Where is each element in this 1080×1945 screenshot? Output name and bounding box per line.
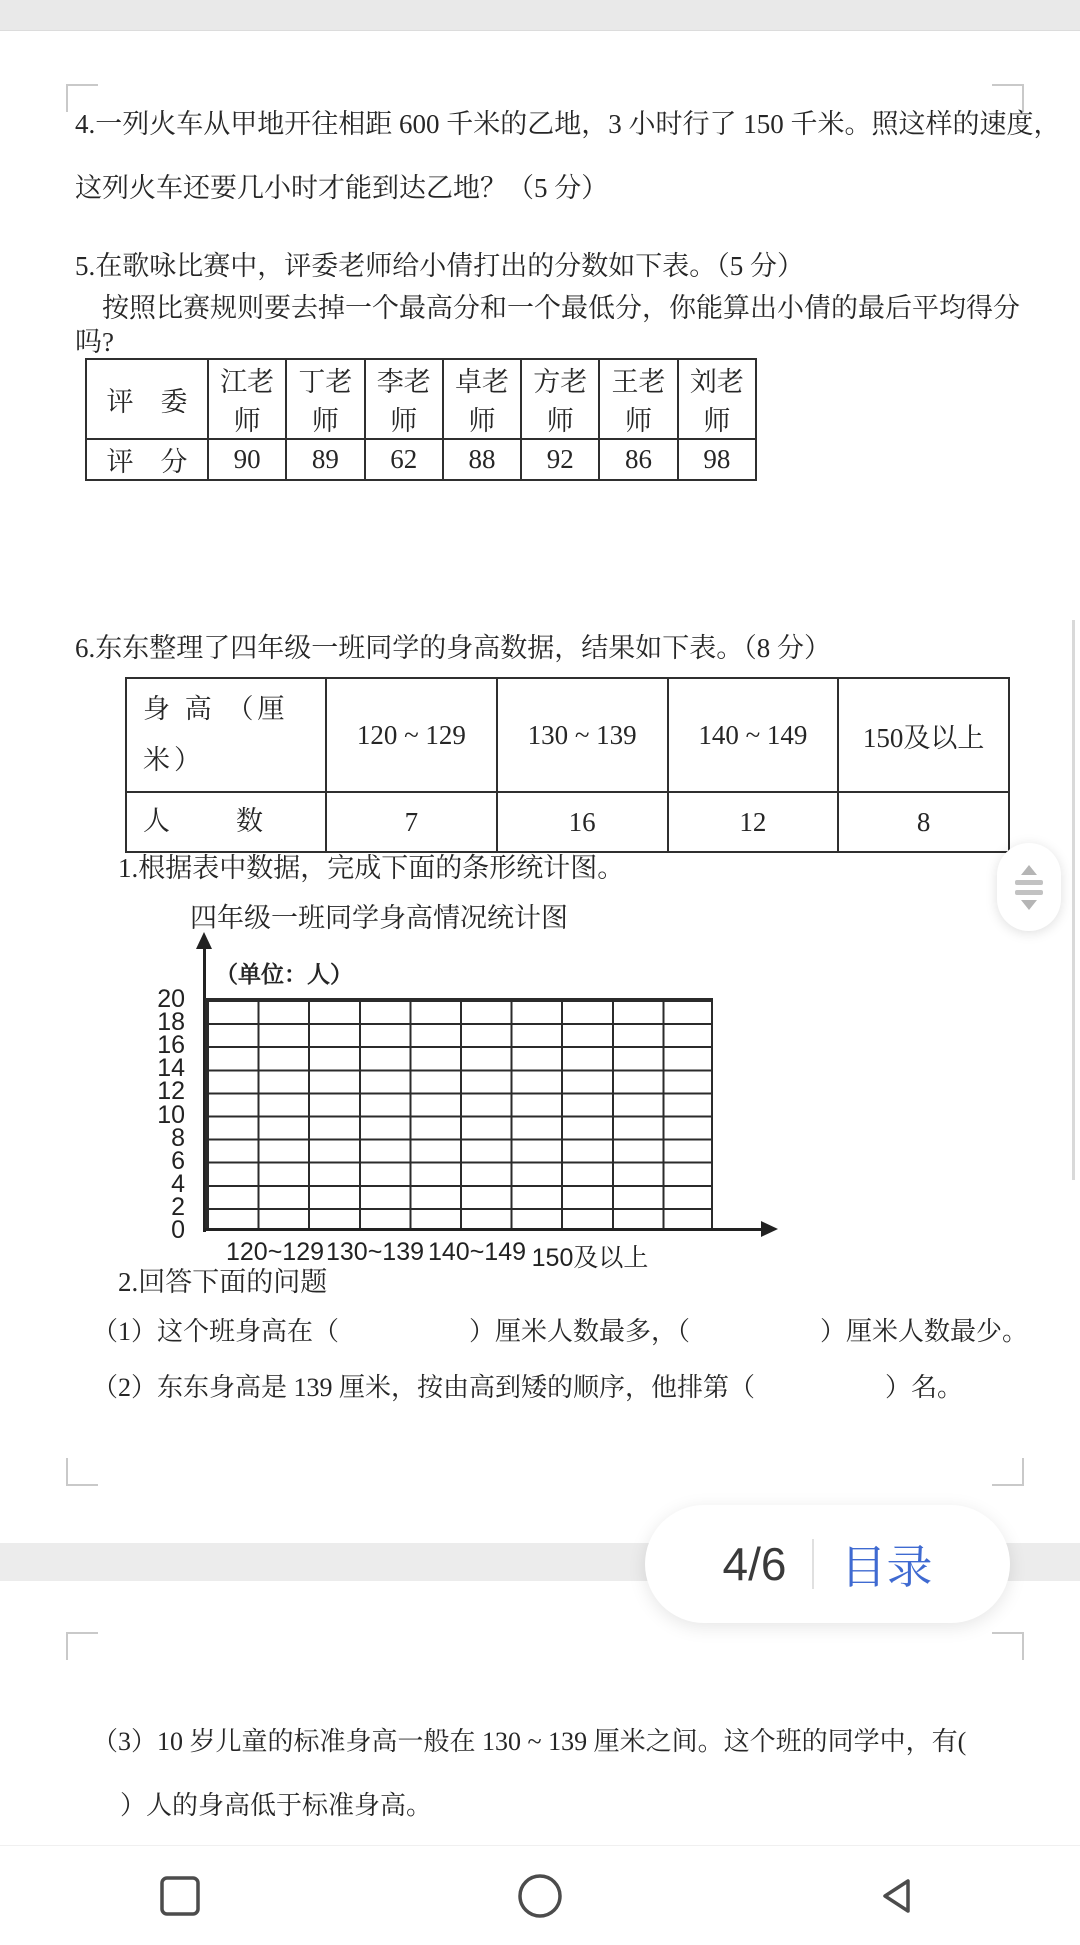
page-corner-mark	[66, 1632, 98, 1660]
table-cell: 人 数	[126, 792, 326, 852]
table-cell: 120 ~ 129	[326, 678, 497, 792]
table-cell: 88	[443, 439, 521, 480]
x-tick-label: 130~139	[325, 1238, 425, 1266]
page-corner-mark	[992, 1458, 1024, 1486]
table-cell: 12	[668, 792, 839, 852]
table-cell: 江老师	[208, 359, 286, 439]
table-cell: 150及以上	[838, 678, 1009, 792]
table-row	[86, 439, 756, 480]
table-cell: 86	[599, 439, 677, 480]
scroll-handle[interactable]	[997, 843, 1061, 931]
table-cell: 140 ~ 149	[668, 678, 839, 792]
chart-unit-label: （单位：人）	[215, 962, 353, 987]
table-cell: 16	[497, 792, 668, 852]
question-5-line-3: 吗?	[75, 327, 114, 357]
y-tick-label: 2	[171, 1192, 185, 1221]
table-cell: 89	[286, 439, 364, 480]
table-cell: 丁老师	[286, 359, 364, 439]
table-cell: 李老师	[365, 359, 443, 439]
x-tick-label: 120~129	[225, 1238, 325, 1266]
table-cell: 98	[678, 439, 756, 480]
table-cell: 7	[326, 792, 497, 852]
scroll-up-icon	[1021, 865, 1037, 875]
scroll-grip-bar	[1015, 890, 1043, 895]
height-data-table	[125, 677, 1010, 853]
scrollbar[interactable]	[1072, 620, 1075, 1180]
chart-grid	[205, 998, 713, 1230]
y-tick-label: 10	[157, 1100, 185, 1129]
y-tick-label: 14	[157, 1054, 185, 1083]
y-axis-arrow-icon	[196, 932, 212, 949]
judge-score-table	[85, 358, 757, 481]
y-tick-label: 0	[171, 1216, 185, 1244]
circle-icon	[516, 1872, 564, 1920]
table-cell: 刘老师	[678, 359, 756, 439]
bar-chart	[157, 962, 713, 1272]
question-5-line-1: 5.在歌咏比赛中，评委老师给小倩打出的分数如下表。（5 分）	[75, 251, 804, 281]
pill-divider	[812, 1539, 814, 1589]
x-tick-label: 140~149	[427, 1238, 527, 1266]
x-axis-line	[203, 1228, 763, 1231]
y-tick-label: 4	[171, 1169, 185, 1198]
table-cell: 62	[365, 439, 443, 480]
table-row	[86, 359, 756, 439]
answer-item-3-line-2: ）人的身高低于标准身高。	[120, 1791, 433, 1820]
chart-title: 四年级一班同学身高情况统计图	[190, 903, 568, 933]
answer-item-1: （1）这个班身高在（ ）厘米人数最多，（ ）厘米人数最少。	[92, 1317, 1029, 1346]
back-button[interactable]	[720, 1873, 1080, 1919]
table-cell: 评 分	[86, 439, 208, 480]
table-cell: 92	[521, 439, 599, 480]
question-4-line-2: 这列火车还要几小时才能到达乙地？（5 分）	[75, 173, 609, 203]
question-6-line-1: 6.东东整理了四年级一班同学的身高数据，结果如下表。（8 分）	[75, 633, 831, 663]
page-number: 4/6	[722, 1538, 787, 1590]
table-cell: 90	[208, 439, 286, 480]
subtask-1: 1.根据表中数据，完成下面的条形统计图。	[118, 853, 625, 883]
page-corner-mark	[66, 1458, 98, 1486]
status-bar-strip	[0, 0, 1080, 31]
y-tick-label: 18	[157, 1008, 185, 1037]
scroll-down-icon	[1021, 900, 1037, 910]
table-cell: 评 委	[86, 359, 208, 439]
table-cell: 身 高 （厘 米）	[126, 678, 326, 792]
y-tick-label: 16	[157, 1031, 185, 1060]
scroll-grip-bar	[1015, 880, 1043, 885]
page-corner-mark	[992, 1632, 1024, 1660]
table-cell: 130 ~ 139	[497, 678, 668, 792]
y-tick-label: 12	[157, 1077, 185, 1106]
y-tick-label: 6	[171, 1146, 185, 1175]
question-4-line-1: 4.一列火车从甲地开往相距 600 千米的乙地，3 小时行了 150 千米。照这样的速度，	[75, 109, 1061, 139]
y-tick-label: 8	[171, 1123, 185, 1152]
recents-button[interactable]	[0, 1873, 360, 1919]
table-row	[126, 792, 1009, 852]
table-row	[126, 678, 1009, 792]
answer-item-3-line-1: （3）10 岁儿童的标准身高一般在 130 ~ 139 厘米之间。这个班的同学中，有(	[92, 1727, 967, 1756]
subtask-2: 2.回答下面的问题	[118, 1267, 328, 1297]
table-cell: 卓老师	[443, 359, 521, 439]
y-tick-label: 20	[157, 985, 185, 1013]
table-cell: 8	[838, 792, 1009, 852]
home-button[interactable]	[360, 1872, 720, 1920]
page-indicator-pill[interactable]	[645, 1505, 1010, 1623]
answer-item-2: （2）东东身高是 139 厘米，按由高到矮的顺序，他排第（ ）名。	[92, 1373, 964, 1402]
square-icon	[157, 1873, 203, 1919]
toc-button[interactable]: 目录	[840, 1541, 933, 1593]
triangle-left-icon	[877, 1873, 923, 1919]
y-axis-ticks	[123, 985, 193, 1244]
question-5-line-2: 按照比赛规则要去掉一个最高分和一个最低分，你能算出小倩的最后平均得分	[102, 293, 1020, 323]
android-nav-bar	[0, 1845, 1080, 1945]
x-tick-label: 150及以上	[531, 1244, 649, 1272]
x-axis-arrow-icon	[761, 1221, 778, 1237]
table-cell: 方老师	[521, 359, 599, 439]
table-cell: 王老师	[599, 359, 677, 439]
